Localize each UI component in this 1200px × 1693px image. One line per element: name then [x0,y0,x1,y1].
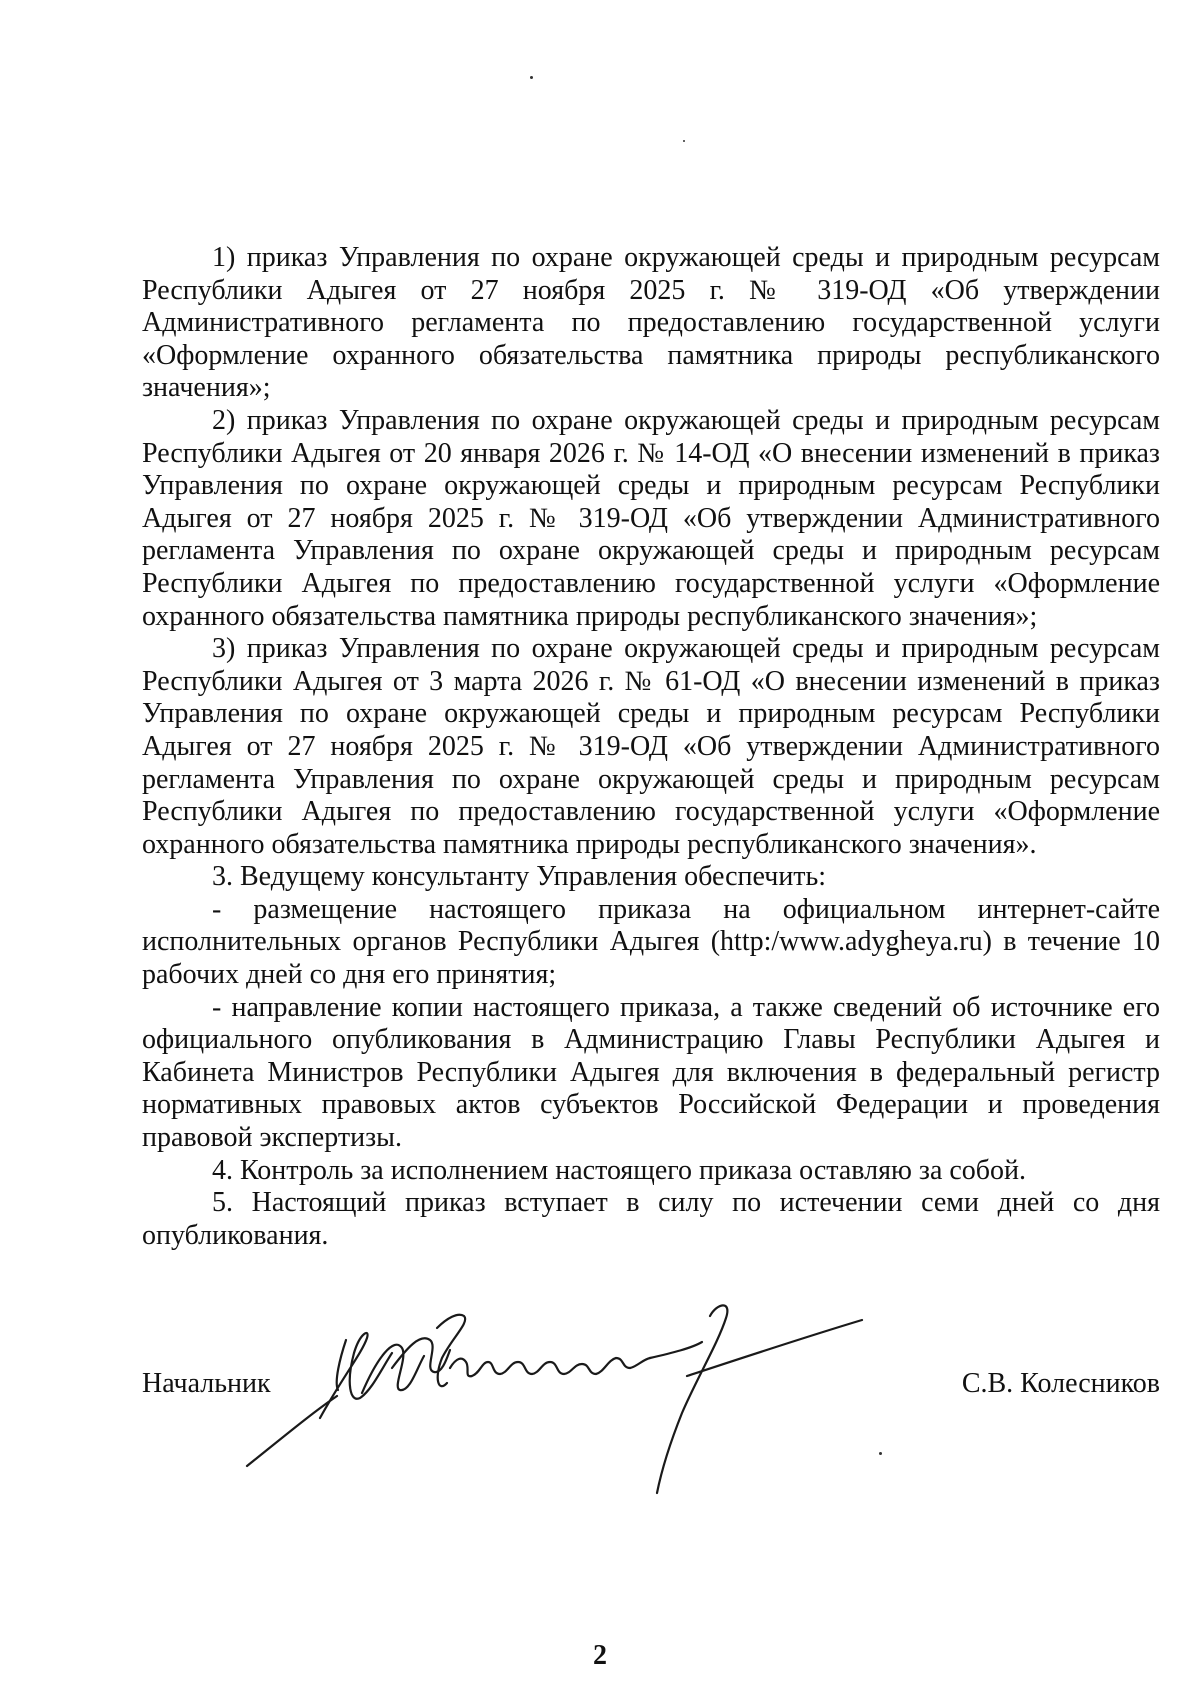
paragraph-clause-3-bullet-2: - направление копии настоящего приказа, а также сведений об источнике его официального опубликования в Администрацию Главы Республики Адыгея и Кабинета Министров Республики Адыгея для включения в федеральный регистр нормативных правовых актов субъектов Российской Федерации и проведения правовой экспертизы. [142,991,1160,1154]
paragraph-clause-3: 3. Ведущему консультанту Управления обеспечить: [212,861,827,893]
paragraph-item-3: 3) приказ Управления по охране окружающей среды и природным ресурсам Республики Адыгея от 3 марта 2026 г. № 61-ОД «О внесении изменений в приказ Управления по охране окружающей среды и природным ресурсам Республики Адыгея от 27 ноября 2025 г. № 319-ОД «Об утверждении Административного регламента Управления по охране окружающей среды и природным ресурсам Республики Адыгея по предоставлению государственной услуги «Оформление охранного обязательства памятника природы республиканского значения». [142,633,1160,860]
scan-speck [530,76,533,79]
page-number: 2 [593,1640,607,1671]
paragraph-item-2: 2) приказ Управления по охране окружающей среды и природным ресурсам Республики Адыгея от 20 января 2026 г. № 14-ОД «О внесении изменений в приказ Управления по охране окружающей среды и природным ресурсам Республики Адыгея от 27 ноября 2025 г. № 319-ОД «Об утверждении Административного регламента Управления по охране окружающей среды и природным ресурсам Республики Адыгея по предоставлению государственной услуги «Оформление охранного обязательства памятника природы республиканского значения»; [142,404,1160,632]
paragraph-clause-5: 5. Настоящий приказ вступает в силу по истечении семи дней со дня опубликования. [142,1187,1160,1251]
signatory-name: С.В. Колесников [961,1368,1160,1399]
signatory-position: Начальник [142,1368,271,1399]
scan-speck [683,140,685,142]
paragraph-clause-4: 4. Контроль за исполнением настоящего приказа оставляю за собой. [212,1154,1027,1186]
document-body [142,242,1160,1252]
handwritten-signature [242,1298,902,1498]
paragraph-item-1: 1) приказ Управления по охране окружающей среды и природным ресурсам Республики Адыгея от 27 ноября 2025 г. № 319-ОД «Об утверждении Административного регламента по предоставлению государственной услуги «Оформление охранного обязательства памятника природы республиканского значения»; [142,242,1160,404]
paragraph-clause-3-bullet-1: - размещение настоящего приказа на официальном интернет-сайте исполнительных органов Республики Адыгея (http:/www.adygheya.ru) в течение 10 рабочих дней со дня его принятия; [142,893,1160,991]
signature-block [142,1368,1160,1488]
